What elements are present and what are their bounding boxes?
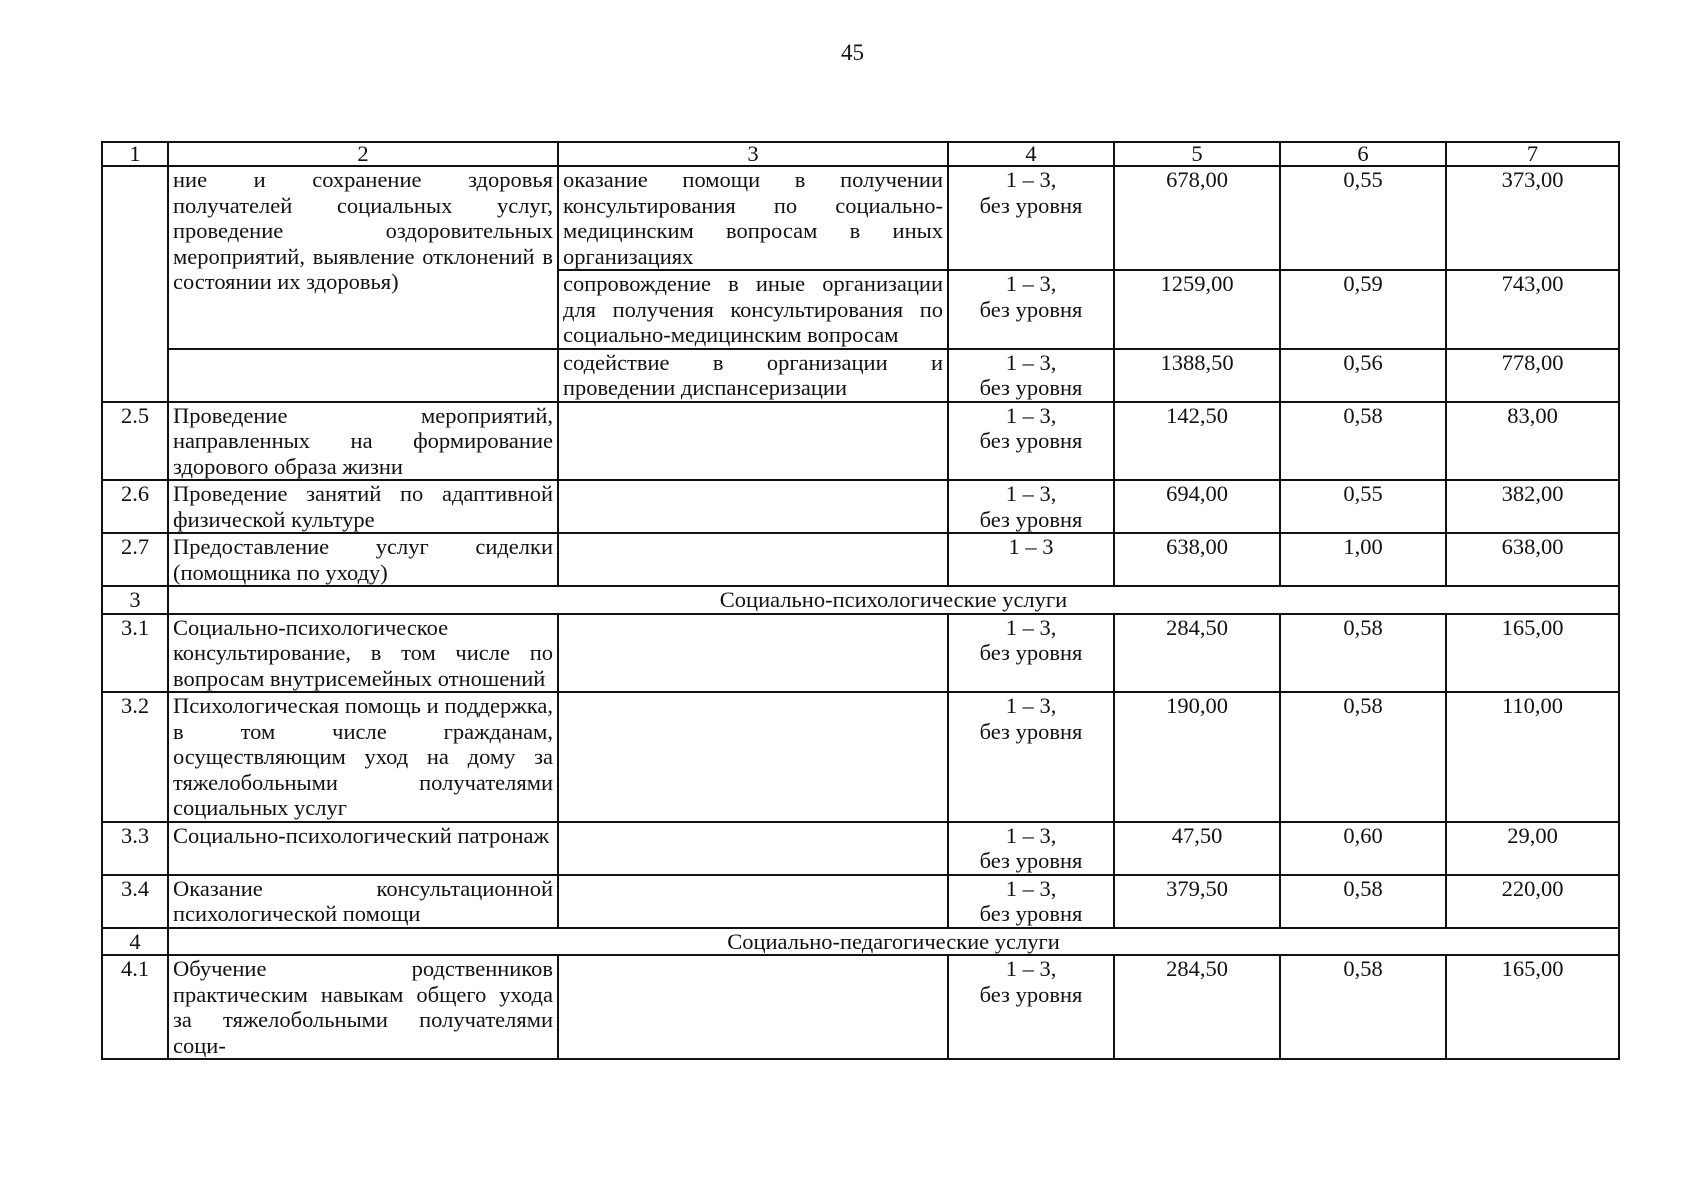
level-cell: [948, 402, 1114, 481]
subservice-cell: [558, 875, 948, 928]
subservice-cell: сопровождение в иные организации для получения консультирования по социально-медицинским вопросам: [558, 270, 948, 349]
section-row: [102, 928, 1619, 956]
value-cell: 0,58: [1280, 402, 1446, 481]
subservice-cell: [558, 955, 948, 1059]
value-cell: 165,00: [1446, 955, 1619, 1059]
row-number-cell: 3.4: [102, 875, 168, 928]
table-row: [102, 533, 1619, 586]
value-cell: 0,55: [1280, 480, 1446, 533]
value-cell: 379,50: [1114, 875, 1280, 928]
row-number-cell: [102, 166, 168, 402]
value-cell: 778,00: [1446, 349, 1619, 402]
level-cell: [948, 533, 1114, 586]
section-number-cell: 4: [102, 928, 168, 956]
level-range: 1 – 3,: [1005, 402, 1057, 428]
value-cell: 110,00: [1446, 692, 1619, 822]
value-cell: 47,50: [1114, 822, 1280, 875]
level-range: 1 – 3,: [1005, 822, 1057, 848]
table-row: [102, 875, 1619, 928]
service-name-cell: Проведение мероприятий, направленных на формирование здорового образа жизни: [168, 402, 558, 481]
value-cell: 284,50: [1114, 955, 1280, 1059]
value-cell: 0,60: [1280, 822, 1446, 875]
service-name-cell: Обучение родственников практическим навыкам общего ухода за тяжелобольными получателями соци-: [168, 955, 558, 1059]
table-row: [102, 402, 1619, 481]
value-cell: 83,00: [1446, 402, 1619, 481]
level-cell: [948, 875, 1114, 928]
level-cell: [948, 955, 1114, 1059]
level-cell: [948, 270, 1114, 349]
level-note: без уровня: [979, 296, 1083, 322]
value-cell: 678,00: [1114, 166, 1280, 270]
table-row: [102, 955, 1619, 1059]
column-number: 5: [1114, 142, 1280, 166]
subservice-cell: [558, 480, 948, 533]
level-range: 1 – 3,: [1005, 167, 1057, 192]
page-number: 45: [841, 40, 864, 65]
value-cell: 284,50: [1114, 614, 1280, 693]
subservice-cell: [558, 402, 948, 481]
column-number-row: [102, 142, 1619, 166]
service-name-cell: Предоставление услуг сиделки (помощника по уходу): [168, 533, 558, 586]
level-note: без уровня: [979, 901, 1083, 926]
column-number: 6: [1280, 142, 1446, 166]
subservice-cell: [558, 614, 948, 693]
value-cell: 165,00: [1446, 614, 1619, 693]
value-cell: 638,00: [1446, 533, 1619, 586]
level-range: 1 – 3,: [1005, 875, 1057, 901]
table-row: [102, 822, 1619, 875]
row-number-cell: 2.7: [102, 533, 168, 586]
section-number-cell: 3: [102, 586, 168, 614]
service-name-cell: Психологическая помощь и поддержка, в том числе гражданам, осуществляющим уход на дому за тяжелобольными получателями социальных услуг: [168, 692, 558, 822]
row-number-cell: 2.6: [102, 480, 168, 533]
value-cell: 373,00: [1446, 166, 1619, 270]
service-name-cell: Оказание консультационной психологической помощи: [168, 875, 558, 928]
level-range: 1 – 3: [1008, 534, 1054, 559]
value-cell: 1259,00: [1114, 270, 1280, 349]
value-cell: 142,50: [1114, 402, 1280, 481]
service-name-cell: Проведение занятий по адаптивной физической культуре: [168, 480, 558, 533]
column-number: 1: [102, 142, 168, 166]
level-range: 1 – 3,: [1005, 956, 1057, 981]
value-cell: 0,55: [1280, 166, 1446, 270]
level-note: без уровня: [979, 718, 1083, 744]
level-cell: [948, 480, 1114, 533]
table-row: [102, 166, 1619, 270]
column-number: 4: [948, 142, 1114, 166]
value-cell: 0,58: [1280, 614, 1446, 693]
value-cell: 29,00: [1446, 822, 1619, 875]
service-name-cell: Социально-психологический патронаж: [168, 822, 558, 875]
level-range: 1 – 3,: [1005, 614, 1057, 640]
row-number-cell: 3.3: [102, 822, 168, 875]
table-row: [102, 614, 1619, 693]
section-title: Социально-педагогические услуги: [168, 928, 1619, 956]
level-note: без уровня: [979, 981, 1083, 1007]
service-name-cell: Социально-психологическое консультирование, в том числе по вопросам внутрисемейных отношений: [168, 614, 558, 693]
column-number: 3: [558, 142, 948, 166]
level-note: без уровня: [979, 428, 1083, 453]
value-cell: 220,00: [1446, 875, 1619, 928]
value-cell: 1388,50: [1114, 349, 1280, 402]
level-note: без уровня: [979, 192, 1083, 218]
level-cell: [948, 692, 1114, 822]
level-range: 1 – 3,: [1005, 481, 1057, 506]
section-row: [102, 586, 1619, 614]
level-note: без уровня: [979, 848, 1083, 873]
level-cell: [948, 349, 1114, 402]
subservice-cell: [558, 822, 948, 875]
row-number-cell: 2.5: [102, 402, 168, 481]
subservice-cell: [558, 533, 948, 586]
value-cell: 0,58: [1280, 692, 1446, 822]
value-cell: 0,58: [1280, 955, 1446, 1059]
value-cell: 190,00: [1114, 692, 1280, 822]
table-row: [102, 349, 1619, 402]
subservice-cell: оказание помощи в получении консультирования по социально-медицинским вопросам в иных организациях: [558, 166, 948, 270]
level-note: без уровня: [979, 640, 1083, 665]
row-number-cell: 3.1: [102, 614, 168, 693]
value-cell: 743,00: [1446, 270, 1619, 349]
section-title: Социально-психологические услуги: [168, 586, 1619, 614]
level-range: 1 – 3,: [1005, 349, 1057, 375]
level-cell: [948, 822, 1114, 875]
level-note: без уровня: [979, 506, 1083, 532]
value-cell: 382,00: [1446, 480, 1619, 533]
table-row: [102, 692, 1619, 822]
row-number-cell: 3.2: [102, 692, 168, 822]
subservice-cell: [558, 692, 948, 822]
service-name-cell: [168, 349, 558, 402]
level-cell: [948, 166, 1114, 270]
level-cell: [948, 614, 1114, 693]
value-cell: 0,56: [1280, 349, 1446, 402]
row-number-cell: 4.1: [102, 955, 168, 1059]
level-range: 1 – 3,: [1005, 693, 1057, 718]
value-cell: 638,00: [1114, 533, 1280, 586]
level-range: 1 – 3,: [1005, 271, 1057, 296]
value-cell: 1,00: [1280, 533, 1446, 586]
value-cell: 694,00: [1114, 480, 1280, 533]
column-number: 7: [1446, 142, 1619, 166]
level-note: без уровня: [979, 375, 1083, 400]
column-number: 2: [168, 142, 558, 166]
table-row: [102, 480, 1619, 533]
tariff-table: [101, 141, 1620, 1060]
value-cell: 0,59: [1280, 270, 1446, 349]
subservice-cell: содействие в организации и проведении диспансеризации: [558, 349, 948, 402]
service-name-cell: ние и сохранение здоровья получателей социальных услуг, проведение оздоровительных мероприятий, выявление отклонений в состоянии их здоровья): [168, 166, 558, 349]
value-cell: 0,58: [1280, 875, 1446, 928]
